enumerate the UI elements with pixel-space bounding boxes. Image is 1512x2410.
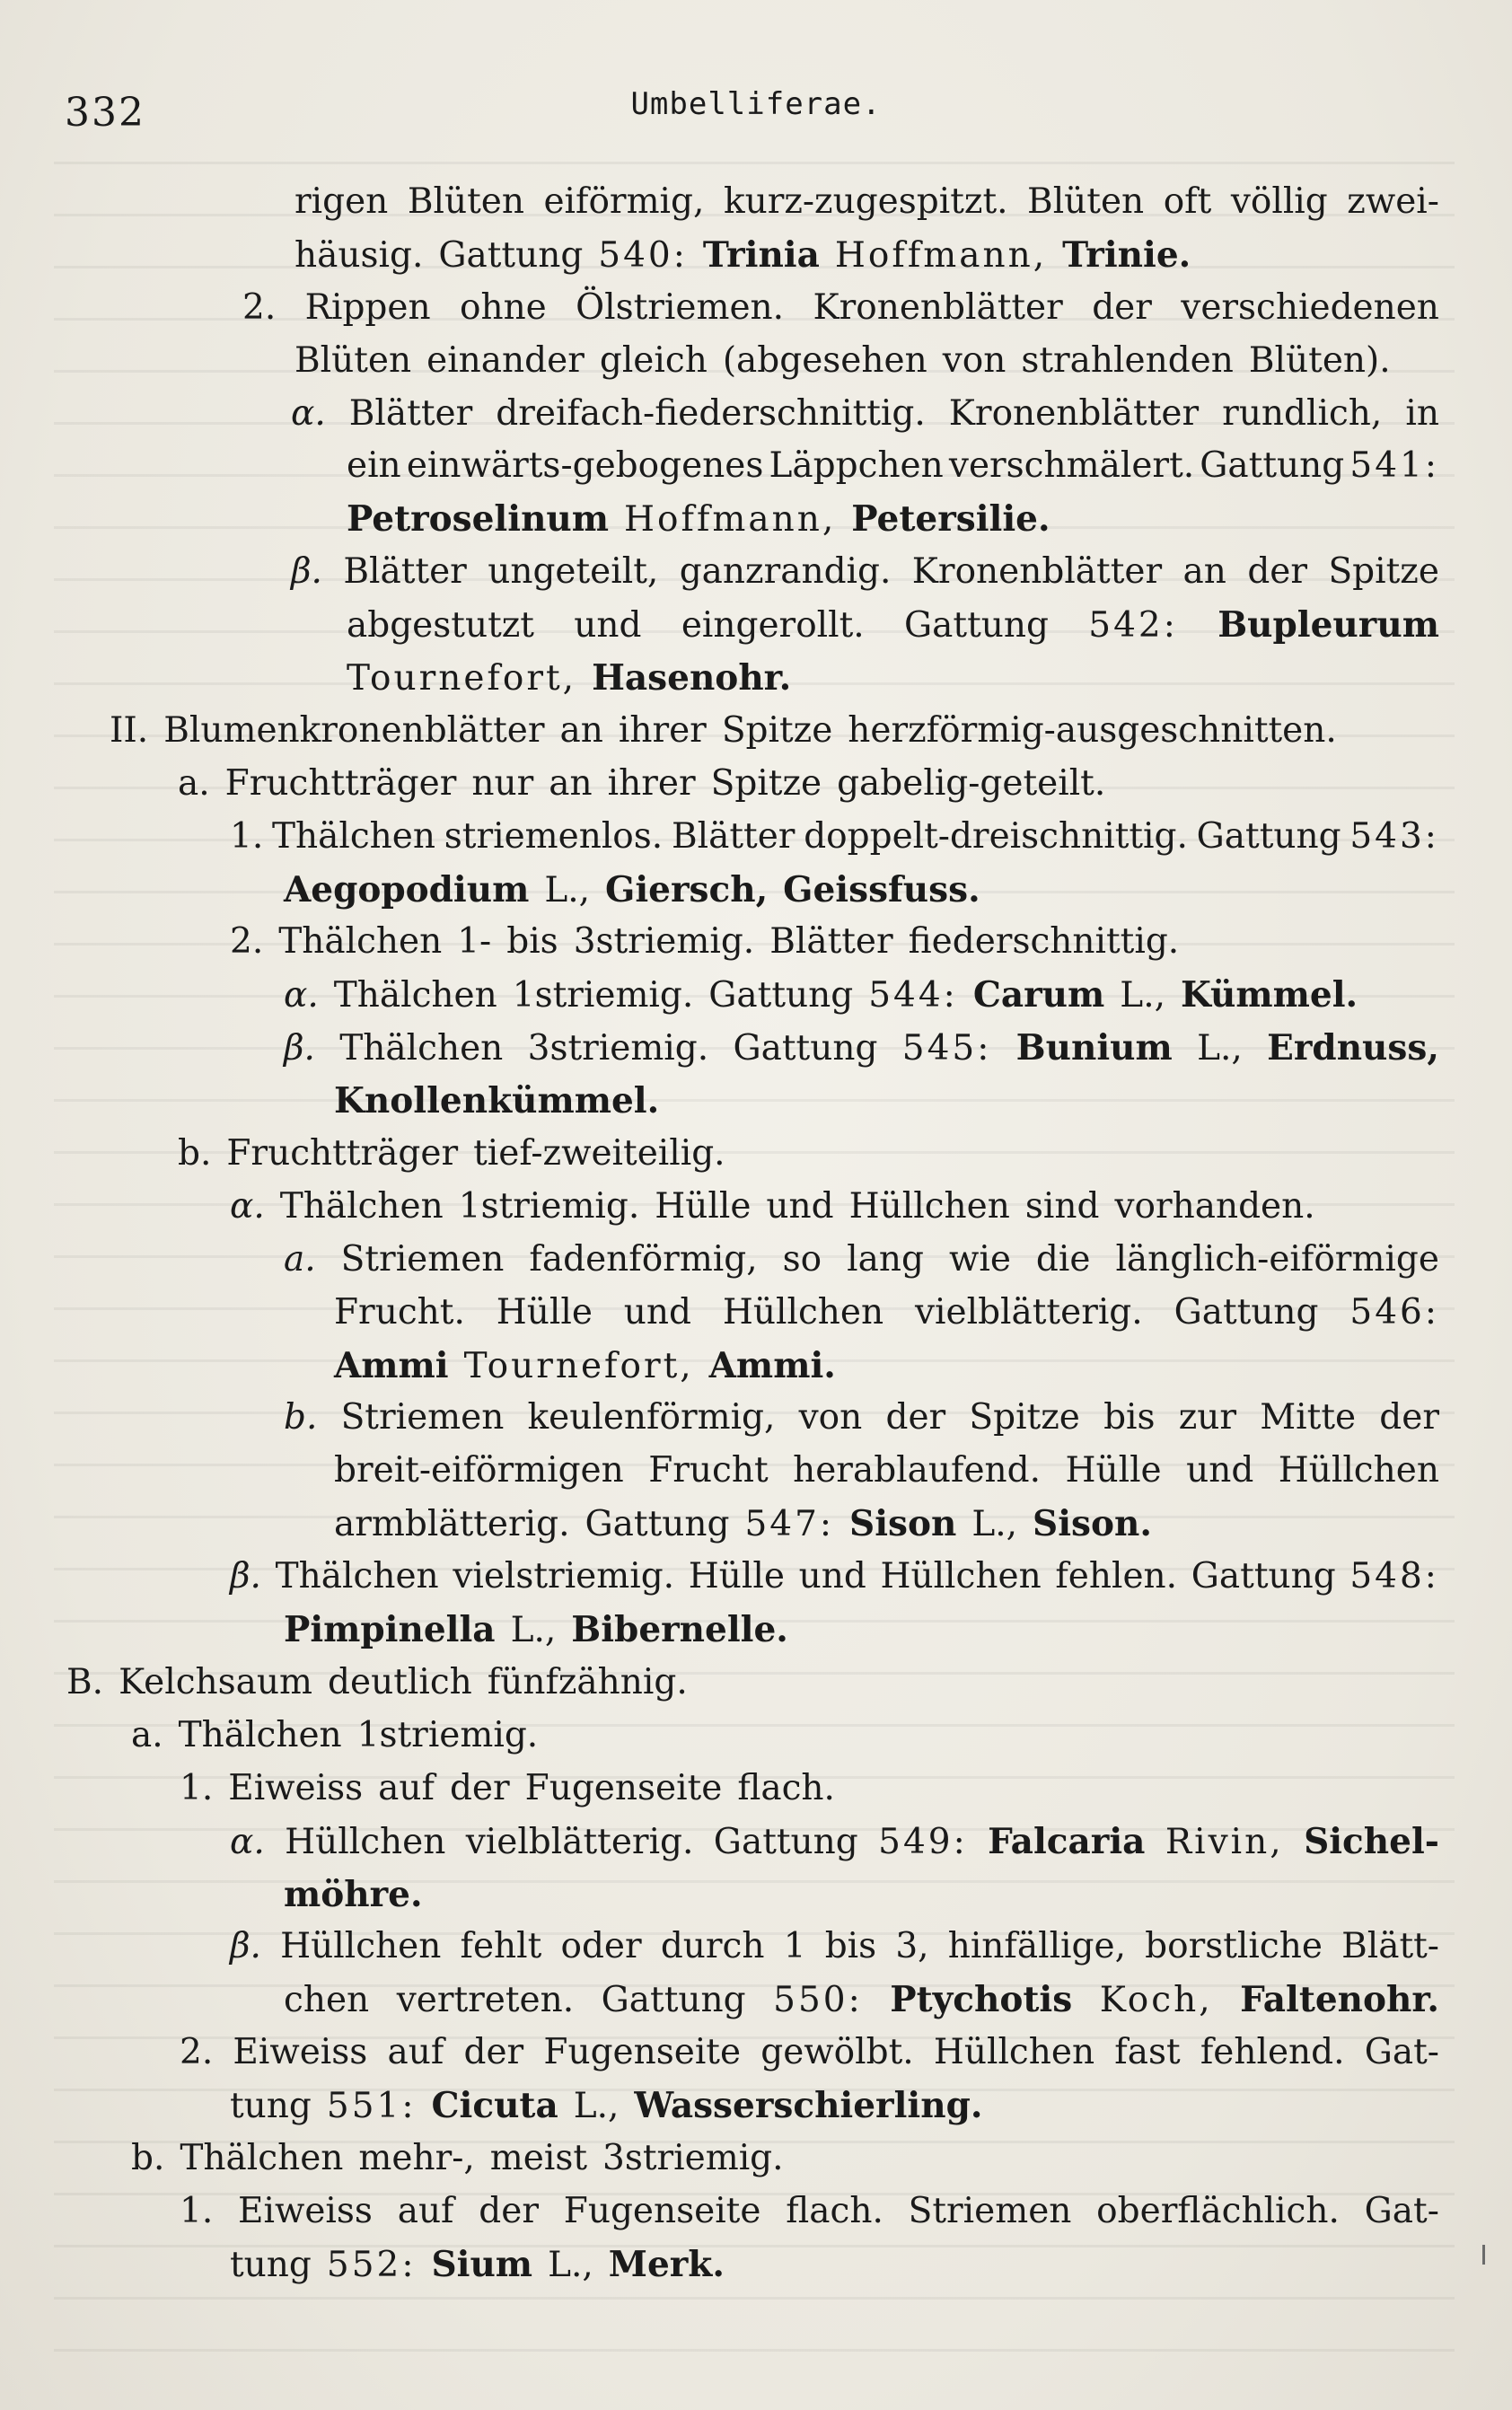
genus-name: Knollenkümmel.	[334, 1080, 660, 1122]
word: und	[798, 1556, 866, 1597]
text-line	[0, 493, 1512, 546]
word: Thälchen	[339, 1028, 504, 1069]
text-line	[0, 969, 1512, 1022]
word: Kelchsaum	[119, 1661, 313, 1702]
word: Tournefort,	[463, 1345, 694, 1386]
genus-name: Aegopodium	[284, 868, 530, 910]
word: länglich-eiförmige	[1115, 1238, 1439, 1280]
text-line	[0, 1551, 1439, 1604]
genus-name: Carum	[972, 974, 1105, 1016]
word: tung	[230, 2244, 312, 2285]
word: β.	[230, 1556, 261, 1597]
word: verschmälert.	[948, 445, 1195, 487]
word: α.	[291, 392, 326, 434]
genus-name: Pimpinella	[284, 1609, 496, 1651]
word: Eiweiss	[228, 1767, 364, 1808]
word: 1.	[230, 815, 264, 857]
word: tief-zweiteilig.	[473, 1133, 725, 1174]
word: borstliche	[1145, 1926, 1323, 1967]
word: vertreten.	[396, 1980, 575, 2021]
word: Striemen	[908, 2190, 1072, 2231]
text-line	[0, 440, 1439, 493]
word: Thälchen	[180, 2137, 344, 2178]
word: 540:	[598, 234, 688, 276]
word: Tournefort,	[347, 658, 577, 699]
text-line	[0, 1075, 1512, 1128]
word: der	[479, 2190, 539, 2231]
word: Gattung	[585, 1504, 730, 1545]
word: Blüten	[294, 339, 412, 381]
word: Hüllchen	[280, 1926, 442, 1967]
word: Gattung	[713, 1821, 858, 1862]
word: fadenförmig,	[529, 1238, 758, 1280]
word: a.	[284, 1238, 316, 1280]
word: Hoffmann,	[624, 499, 837, 541]
word: Fruchtträger	[224, 762, 457, 804]
word: der	[885, 1397, 946, 1438]
word: Läppchen	[769, 445, 944, 487]
page-number: 332	[65, 90, 145, 136]
word: Hüllchen	[722, 1291, 884, 1333]
word: 2.	[180, 2032, 214, 2073]
genus-name: Merk.	[608, 2243, 725, 2285]
word: Thälchen	[278, 921, 443, 963]
word: abgestutzt	[347, 605, 534, 646]
word: b.	[131, 2137, 165, 2178]
word: bis	[824, 1926, 877, 1967]
word: 1striemig.	[458, 1185, 640, 1227]
word: 547:	[744, 1504, 835, 1545]
word: Frucht	[648, 1450, 769, 1491]
text-line	[0, 1181, 1512, 1234]
word: Hüllchen	[933, 2032, 1095, 2073]
word: Hülle	[688, 1556, 785, 1597]
word: auf	[378, 1767, 435, 1808]
word: vielstriemig.	[453, 1556, 675, 1597]
genus-name: Ammi.	[708, 1344, 836, 1386]
text-line	[0, 1340, 1512, 1393]
word: Gattung	[904, 605, 1049, 646]
word: Hoffmann,	[834, 234, 1048, 276]
genus-name: Ammi	[334, 1344, 449, 1386]
word: flach.	[737, 1767, 835, 1808]
word: gleich	[599, 339, 708, 381]
key-text	[0, 176, 1512, 2291]
word: hinfällige,	[947, 1926, 1126, 1967]
text-line	[0, 2186, 1439, 2238]
word: strahlenden	[1021, 339, 1234, 381]
word: oft	[1163, 181, 1212, 222]
word: Gattung	[601, 1980, 746, 2021]
word: der	[463, 2032, 524, 2073]
word: 3striemig.	[602, 2137, 784, 2178]
word: von	[798, 1397, 863, 1438]
text-line	[0, 2238, 1512, 2291]
page-header	[0, 83, 1512, 145]
word: der	[1247, 551, 1308, 593]
word: flach.	[786, 2190, 883, 2231]
word: rigen	[294, 181, 389, 222]
word: L.,	[573, 2086, 620, 2127]
word: fehlt	[460, 1926, 542, 1967]
word: Thälchen	[275, 1556, 439, 1597]
word: 3,	[895, 1926, 929, 1967]
word: Hüllchen	[1278, 1450, 1439, 1491]
word: Hüllchen	[285, 1821, 446, 1862]
text-line	[0, 2027, 1439, 2080]
word: striemenlos.	[444, 815, 664, 857]
text-line	[0, 599, 1439, 652]
genus-name: Kümmel.	[1181, 974, 1358, 1016]
word: Gat-	[1364, 2032, 1439, 2073]
word: Ölstriemen.	[576, 286, 785, 328]
word: ganzrandig.	[679, 551, 892, 593]
word: Kronenblätter	[911, 551, 1163, 593]
word: oder	[560, 1926, 642, 1967]
word: b.	[178, 1133, 212, 1174]
word: armblätterig.	[334, 1504, 570, 1545]
word: häusig.	[294, 234, 424, 276]
word: Spitze	[721, 709, 833, 751]
word: an	[1182, 551, 1226, 593]
word: wie	[948, 1238, 1011, 1280]
word: durch	[660, 1926, 765, 1967]
word: an	[559, 709, 603, 751]
word: Rivin,	[1165, 1821, 1284, 1862]
word: Gattung	[733, 1028, 878, 1069]
genus-name: Sichel-	[1304, 1820, 1439, 1862]
text-line	[0, 1022, 1439, 1075]
word: keulenförmig,	[527, 1397, 776, 1438]
word: 1.	[180, 1767, 214, 1808]
word: fehlend.	[1200, 2032, 1345, 2073]
word: Hülle	[496, 1291, 593, 1333]
word: einander	[426, 339, 585, 381]
word: β.	[291, 551, 322, 593]
text-line	[0, 335, 1512, 388]
word: ungeteilt,	[488, 551, 659, 593]
word: Gattung	[1174, 1291, 1319, 1333]
word: Thälchen	[271, 815, 435, 857]
word: mehr-,	[358, 2137, 475, 2178]
word: Frucht.	[334, 1291, 465, 1333]
word: 545:	[901, 1028, 992, 1069]
text-line	[0, 811, 1439, 864]
word: Blätter	[671, 815, 796, 857]
text-line	[0, 1974, 1439, 2027]
text-line	[0, 2080, 1512, 2133]
word: β.	[230, 1926, 261, 1967]
text-line	[0, 1921, 1439, 1974]
word: 541:	[1349, 445, 1439, 487]
genus-name: Petersilie.	[851, 498, 1050, 541]
text-line	[0, 916, 1512, 969]
text-line	[0, 546, 1439, 599]
word: Striemen	[340, 1397, 505, 1438]
word: Spitze	[969, 1397, 1080, 1438]
word: Eiweiss	[233, 2032, 368, 2073]
word: der	[449, 1767, 510, 1808]
word: Gattung	[1191, 1556, 1336, 1597]
word: Blätter	[348, 392, 473, 434]
word: L.,	[548, 2244, 593, 2285]
word: Gattung	[1196, 815, 1341, 857]
word: Thälchen	[178, 1714, 342, 1755]
word: Spitze	[710, 762, 822, 804]
word: Rippen	[304, 286, 431, 328]
text-line	[0, 864, 1512, 917]
word: rundlich,	[1222, 392, 1383, 434]
word: Hüllchen	[880, 1556, 1042, 1597]
genus-name: Trinia	[702, 233, 820, 276]
word: 2.	[230, 921, 264, 963]
word: und	[766, 1185, 834, 1227]
word: Gattung	[438, 234, 584, 276]
word: meist	[489, 2137, 588, 2178]
word: Blüten).	[1248, 339, 1391, 381]
genus-name: Bunium	[1015, 1027, 1173, 1069]
word: Koch,	[1099, 1980, 1213, 2021]
word: dreifach-fiederschnittig.	[496, 392, 926, 434]
word: Thälchen	[279, 1185, 444, 1227]
word: L.,	[544, 869, 591, 910]
text-line	[0, 1234, 1439, 1287]
word: 544:	[868, 975, 958, 1016]
text-line	[0, 176, 1439, 229]
word: völlig	[1230, 181, 1328, 222]
word: bis	[506, 921, 558, 963]
word: Hülle	[1065, 1450, 1162, 1491]
word: α.	[230, 1821, 265, 1862]
word: 549:	[878, 1821, 968, 1862]
running-head: Umbelliferae.	[630, 86, 882, 122]
text-line	[0, 1710, 1512, 1763]
word: Kronenblätter	[948, 392, 1200, 434]
word: eiförmig,	[543, 181, 705, 222]
word: fiederschnittig.	[908, 921, 1180, 963]
word: (abgesehen	[722, 339, 927, 381]
word: Hülle	[655, 1185, 752, 1227]
genus-name: Cicuta	[431, 2085, 558, 2127]
genus-name: Sium	[431, 2243, 533, 2285]
word: auf	[387, 2032, 444, 2073]
text-line	[0, 1287, 1439, 1340]
text-line	[0, 652, 1512, 705]
word: doppelt-dreischnittig.	[804, 815, 1188, 857]
word: herzförmig-ausgeschnitten.	[848, 709, 1337, 751]
word: eingerollt.	[681, 605, 865, 646]
page-edge-mark	[1482, 2245, 1485, 2265]
genus-name: Sison.	[1033, 1503, 1152, 1545]
genus-name: Erdnuss,	[1267, 1027, 1439, 1069]
word: vielblätterig.	[915, 1291, 1143, 1333]
text-line	[0, 1392, 1439, 1445]
word: bis	[1103, 1397, 1156, 1438]
genus-name: möhre.	[284, 1873, 423, 1915]
word: B.	[66, 1661, 104, 1702]
word: so	[782, 1238, 822, 1280]
word: a.	[178, 762, 210, 804]
genus-name: Bupleurum	[1218, 604, 1439, 646]
word: und	[623, 1291, 691, 1333]
word: an	[549, 762, 593, 804]
word: α.	[284, 975, 319, 1016]
word: 1.	[180, 2190, 214, 2231]
word: Blätter	[769, 921, 893, 963]
genus-name: Bibernelle.	[571, 1609, 788, 1651]
word: von	[942, 339, 1007, 381]
genus-name: Sison	[849, 1503, 957, 1545]
text-line	[0, 229, 1512, 282]
word: zur	[1178, 1397, 1237, 1438]
word: 3striemig.	[573, 921, 755, 963]
genus-name: Hasenohr.	[592, 657, 792, 699]
word: gabelig-geteilt.	[837, 762, 1106, 804]
word: breit-eiförmigen	[334, 1450, 624, 1491]
text-line	[0, 388, 1439, 441]
word: nur	[471, 762, 534, 804]
word: fast	[1114, 2032, 1181, 2073]
text-line	[0, 1816, 1439, 1869]
word: 551:	[326, 2086, 417, 2127]
word: lang	[847, 1238, 924, 1280]
word: b.	[284, 1397, 318, 1438]
word: herablaufend.	[793, 1450, 1042, 1491]
word: 552:	[326, 2244, 417, 2285]
word: L.,	[1197, 1028, 1243, 1069]
word: Striemen	[340, 1238, 505, 1280]
word: deutlich	[328, 1661, 472, 1702]
word: Gattung	[708, 975, 854, 1016]
genus-name: Trinie.	[1062, 233, 1191, 276]
genus-name: Faltenohr.	[1240, 1979, 1439, 2021]
word: oberflächlich.	[1096, 2190, 1340, 2231]
genus-name: Falcaria	[988, 1820, 1146, 1862]
word: sind	[1024, 1185, 1100, 1227]
word: gewölbt.	[760, 2032, 914, 2073]
word: Gat-	[1364, 2190, 1439, 2231]
text-line	[0, 758, 1512, 811]
word: Eiweiss	[238, 2190, 373, 2231]
word: L.,	[971, 1504, 1018, 1545]
word: β.	[284, 1028, 315, 1069]
word: ihrer	[607, 762, 696, 804]
word: Hüllchen	[848, 1185, 1010, 1227]
word: 1striemig.	[356, 1714, 539, 1755]
genus-name: Petroselinum	[347, 498, 610, 541]
word: 3striemig.	[527, 1028, 709, 1069]
word: Kronenblätter	[813, 286, 1063, 328]
word: 1-	[457, 921, 492, 963]
word: 548:	[1349, 1556, 1439, 1597]
text-line	[0, 1498, 1512, 1551]
word: ohne	[459, 286, 547, 328]
word: II.	[110, 709, 149, 751]
word: Blüten	[407, 181, 524, 222]
word: die	[1035, 1238, 1091, 1280]
text-line	[0, 2133, 1512, 2186]
word: 1	[783, 1926, 806, 1967]
word: Fugenseite	[524, 1767, 723, 1808]
word: Mitte	[1260, 1397, 1357, 1438]
word: auf	[397, 2190, 454, 2231]
word: Fugenseite	[543, 2032, 742, 2073]
word: der	[1379, 1397, 1439, 1438]
word: der	[1092, 286, 1152, 328]
word: Blätt-	[1341, 1926, 1439, 1967]
word: verschiedenen	[1181, 286, 1439, 328]
word: Fugenseite	[563, 2190, 761, 2231]
genus-name: Ptychotis	[890, 1979, 1073, 2021]
genus-name: Wasserschierling.	[634, 2085, 983, 2127]
text-line	[0, 282, 1439, 335]
text-line	[0, 1869, 1512, 1922]
word: Fruchtträger	[226, 1133, 459, 1174]
word: 2.	[242, 286, 277, 328]
word: Thälchen	[333, 975, 497, 1016]
text-line	[0, 705, 1512, 758]
word: Blumenkronenblätter	[163, 709, 545, 751]
word: α.	[230, 1185, 265, 1227]
text-line	[0, 1128, 1512, 1181]
word: fünfzähnig.	[487, 1661, 688, 1702]
word: vorhanden.	[1114, 1185, 1315, 1227]
word: 546:	[1349, 1291, 1439, 1333]
word: ein	[347, 445, 401, 487]
word: kurz-zugespitzt.	[723, 181, 1008, 222]
word: a.	[131, 1714, 163, 1755]
word: einwärts-gebogenes	[406, 445, 764, 487]
word: L.,	[510, 1610, 557, 1651]
genus-name: Giersch,	[605, 868, 769, 910]
word: 542:	[1088, 605, 1178, 646]
word: ihrer	[618, 709, 707, 751]
word: 543:	[1349, 815, 1439, 857]
word: vielblätterig.	[465, 1821, 694, 1862]
word: und	[574, 605, 642, 646]
word: L.,	[1120, 975, 1165, 1016]
word: Blätter	[343, 551, 467, 593]
word: zwei-	[1347, 181, 1439, 222]
word: in	[1405, 392, 1439, 434]
word: Blüten	[1027, 181, 1145, 222]
word: fehlen.	[1055, 1556, 1178, 1597]
text-line	[0, 1763, 1512, 1816]
word: chen	[284, 1980, 370, 2021]
word: und	[1186, 1450, 1254, 1491]
genus-name: Geissfuss.	[783, 868, 980, 910]
word: Spitze	[1328, 551, 1439, 593]
text-line	[0, 1604, 1512, 1657]
word: 550:	[773, 1980, 863, 2021]
text-line	[0, 1445, 1439, 1498]
text-line	[0, 1657, 1512, 1710]
word: tung	[230, 2086, 312, 2127]
word: 1striemig.	[512, 975, 694, 1016]
word: Gattung	[1200, 445, 1345, 487]
